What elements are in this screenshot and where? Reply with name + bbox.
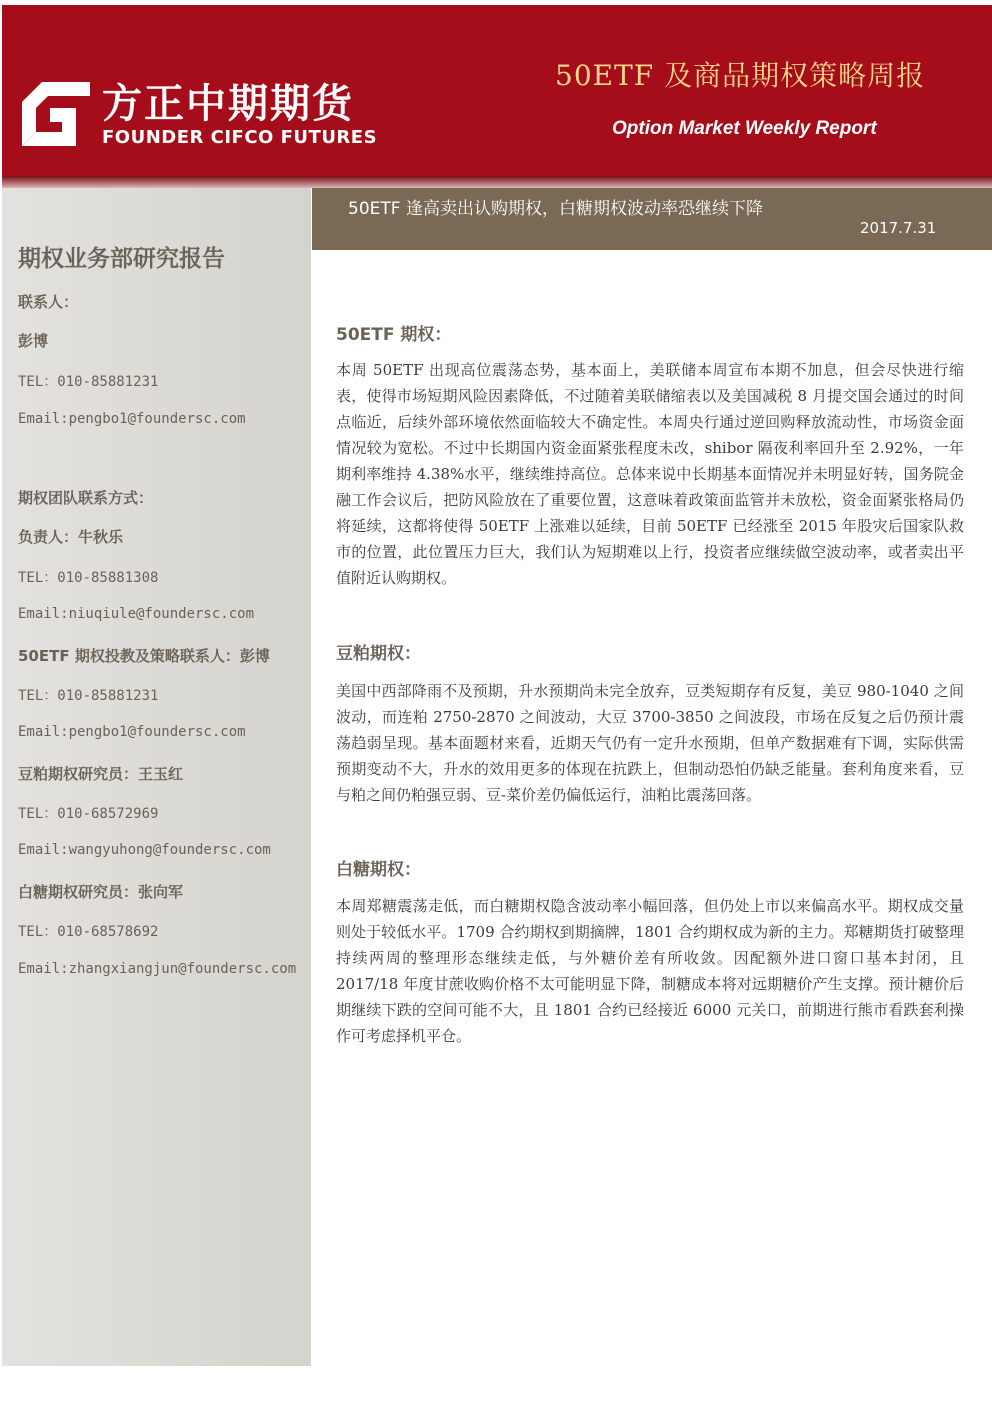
meal-researcher-tel: TEL：010-68572969 (18, 806, 159, 822)
section-body-sugar: 本周郑糖震荡走低，而白糖期权隐含波动率小幅回落，但仍处上市以来偏高水平。期权成交量则处于较低水平。1709 合约期权到期摘牌，1801 合约期权成为新的主力。郑糖期货打破整理持续两周的整理形态继续走低，与外糖价差有所收敛。因配额外进口窗口基本封闭，且 2017/18 年度甘蔗收购价格不太可能明显下降，制糖成本将对远期糖价产生支撑。预计糖价后期继续下跌的空间可能不大，且 1801 合约已经接近 6000 元关口，前期进行熊市看跌套利操作可考虑择机平仓。 (336, 897, 964, 1045)
section-heading-sugar: 白糖期权： (336, 860, 421, 880)
etf-contact-tel: TEL：010-85881231 (18, 688, 159, 704)
logo-chinese-name: 方正中期期货 (102, 81, 354, 127)
header-banner-shadow (2, 176, 992, 188)
report-title: 50ETF 及商品期权策略周报 (555, 59, 926, 92)
team-leader: 负责人：牛秋乐 (18, 528, 124, 546)
sugar-researcher-tel: TEL：010-68578692 (18, 924, 159, 940)
report-date: 2017.7.31 (860, 219, 937, 237)
team-leader-email[interactable]: Email:niuqiule@foundersc.com (18, 606, 255, 622)
sugar-researcher-email[interactable]: Email:zhangxiangjun@foundersc.com (18, 961, 297, 977)
report-subtitle: Option Market Weekly Report (612, 118, 877, 139)
section-heading-soymeal: 豆粕期权： (336, 644, 421, 664)
sidebar-title: 期权业务部研究报告 (18, 246, 225, 272)
contact-email[interactable]: Email:pengbo1@foundersc.com (18, 411, 246, 427)
etf-contact: 50ETF 期权投教及策略联系人：彭博 (18, 647, 270, 665)
etf-contact-email[interactable]: Email:pengbo1@foundersc.com (18, 724, 246, 740)
contact-tel: TEL：010-85881231 (18, 374, 159, 390)
headline-text: 50ETF 逢高卖出认购期权，白糖期权波动率恐继续下降 (348, 199, 763, 219)
team-leader-tel: TEL：010-85881308 (18, 570, 159, 586)
sugar-researcher: 白糖期权研究员：张向军 (18, 883, 184, 901)
section-body-soymeal: 美国中西部降雨不及预期，升水预期尚未完全放弃，豆类短期存有反复，美豆 980-1040 之间波动，而连粕 2750-2870 之间波动，大豆 3700-3850 之间波段，市场在反复之后仍预计震荡趋弱呈现。基本面题材来看，近期天气仍有一定升水预期，但单产数据难有下调，实际供需预期变动不大，升水的效用更多的体现在抗跌上，但制动恐怕仍缺乏能量。套利角度来看，豆与粕之间仍粕强豆弱、豆-菜价差仍偏低运行，油粕比震荡回落。 (336, 682, 964, 804)
contact-label: 联系人： (18, 293, 79, 311)
contact-name: 彭博 (18, 332, 49, 350)
meal-researcher-email[interactable]: Email:wangyuhong@foundersc.com (18, 842, 271, 858)
founder-logo-icon (22, 82, 90, 146)
section-heading-50etf: 50ETF 期权： (336, 325, 452, 345)
team-label: 期权团队联系方式： (18, 489, 154, 507)
meal-researcher: 豆粕期权研究员：王玉红 (18, 765, 184, 783)
section-body-50etf: 本周 50ETF 出现高位震荡态势，基本面上，美联储本周宣布本期不加息，但会尽快进行缩表，使得市场短期风险因素降低，不过随着美联储缩表以及美国减税 8 月提交国会通过的时间点临近，后续外部环境依然面临较大不确定性。本周央行通过逆回购释放流动性，市场资金面情况较为宽松。不过中长期国内资金面紧张程度未改，shibor 隔夜利率回升至 2.92%，一年期利率维持 4.38%水平，继续维持高位。总体来说中长期基本面情况并未明显好转，国务院金融工作会议后，把防风险放在了重要位置，这意味着政策面监管并未放松，资金面紧张格局仍将延续，这都将使得 50ETF 上涨难以延续，目前 50ETF 已经涨至 2015 年股灾后国家队救市的位置，此位置压力巨大，我们认为短期难以上行，投资者应继续做空波动率，或者卖出平值附近认购期权。 (336, 361, 964, 587)
logo-english-name: FOUNDER CIFCO FUTURES (102, 127, 378, 148)
